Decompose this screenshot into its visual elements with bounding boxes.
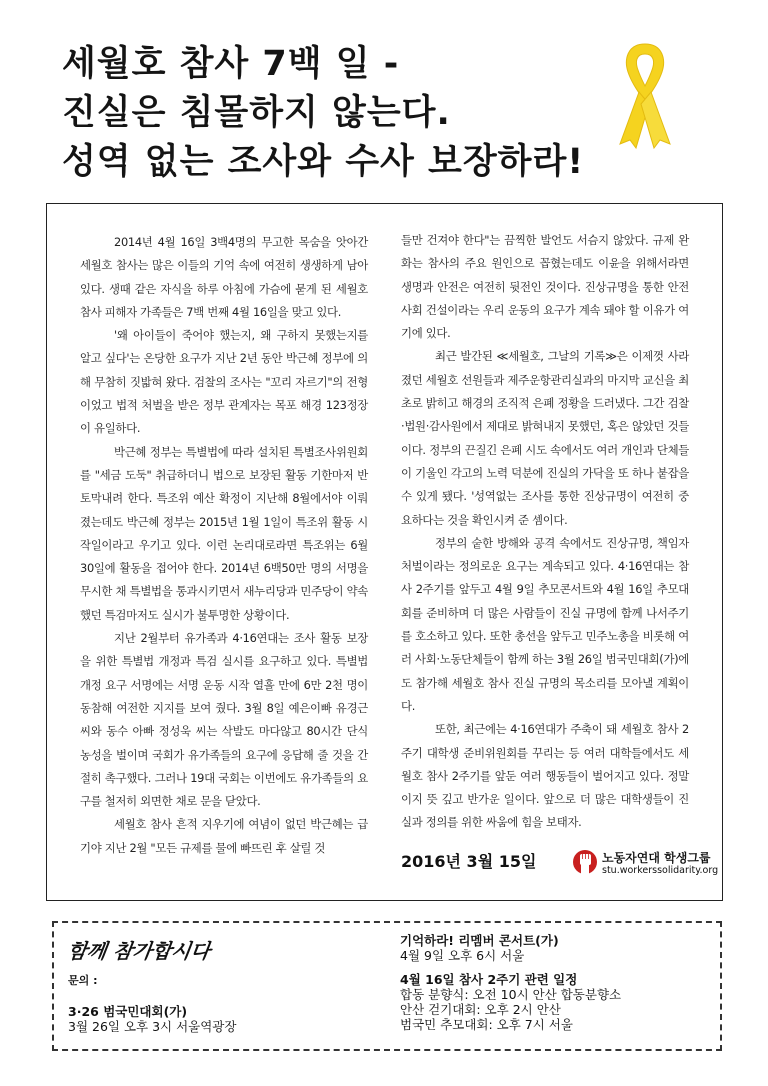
- event-title: 3·26 범국민대회(가): [68, 1004, 188, 1019]
- inquiry-label: 문의 :: [68, 974, 98, 987]
- article-paragraph: 2014년 4월 16일 3백4명의 무고한 목숨을 앗아간 세월호 참사는 많은 이들의 기억 속에 여전히 생생하게 남아있다. 생때 같은 자식을 하루 아침에 가슴에 묻게 된 세월호 참사 피해자 가족들은 7백 번째 4월 16일을 맞고 있다.: [80, 235, 368, 319]
- raised-fist-icon: [572, 849, 598, 879]
- article-paragraph: 세월호 참사 흔적 지우기에 여념이 없던 박근혜는 급기야 지난 2월 "모든 규제를 물에 빠뜨린 후 살릴 것: [80, 817, 368, 855]
- yellow-ribbon-icon: [612, 38, 678, 150]
- article-paragraph: 지난 2월부터 유가족과 4·16연대는 조사 활동 보장을 위한 특별법 개정과 특검 실시를 요구하고 있다. 특별법 개정 요구 서명에는 서명 운동 시작 열흘 만에 6만 2천 명이 동참해 여전한 지지를 보여 줬다. 3월 8일 예은이빠 유경근 씨와 동수 아빠 정성욱 씨는 삭발도 마다않고 80시간 단식 농성을 벌이며 국회가 유가족들의 요구에 응답해 줄 것을 간절히 촉구했다. 그러나 19대 국회는 이번에도 유가족들의 요구를 철저히 외면한 채로 문을 닫았다.: [80, 631, 368, 809]
- article-left-column: [80, 231, 368, 860]
- article-paragraph: 들만 건져야 한다"는 끔찍한 발언도 서슴지 않았다. 규제 완화는 참사의 주요 원인으로 꼽혔는데도 이윤을 위해서라면 생명과 안전은 여전히 뒷전인 것이다. 진상규명을 통한 안전사회 건설이라는 우리 운동의 요구가 계속 돼야 할 이유가 여기에 있다.: [401, 233, 689, 341]
- event-title: 4월 16일 참사 2주기 관련 일정: [400, 972, 578, 987]
- page-title: [62, 40, 622, 187]
- org-url: stu.workerssolidarity.org: [602, 865, 719, 876]
- article-date: 2016년 3월 15일: [401, 852, 537, 871]
- article-paragraph: 최근 발간된 ≪세월호, 그날의 기록≫은 이제껏 사라졌던 세월호 선원들과 제주운항관리실과의 마지막 교신을 최초로 밝히고 해경의 조직적 은폐 정황을 드러냈다. 그간 검찰·법원·감사원에서 제대로 밝혀내지 못했던, 혹은 않았던 것들이다. 정부의 끈질긴 은폐 시도 속에서도 여러 개인과 단체들이 기울인 각고의 노력 덕분에 진실의 가닥을 또 하나 붙잡을 수 있게 됐다. '성역없는 조사를 통한 진상규명이 여전히 중요하다는 것을 확인시켜 준 셈이다.: [401, 349, 689, 527]
- title-line-3: 성역 없는 조사와 수사 보장하라!: [62, 142, 585, 182]
- title-line-2: 진실은 침몰하지 않는다.: [62, 93, 451, 133]
- article-right-column: [401, 229, 689, 835]
- article-box: [46, 203, 723, 901]
- event-detail: 3월 26일 오후 3시 서울역광장: [68, 1019, 237, 1034]
- event-detail: 안산 걷기대회: 오후 2시 안산: [400, 1002, 561, 1017]
- join-heading: 함께 참가합시다: [66, 939, 212, 963]
- events-right: [400, 933, 710, 1032]
- article-paragraph: 또한, 최근에는 4·16연대가 주축이 돼 세월호 참사 2주기 대학생 준비위원회를 꾸리는 등 여러 대학들에서도 세월호 참사 2주기를 앞둔 여러 행동들이 벌어지고 있다. 정말이지 뜻 깊고 반가운 일이다. 앞으로 더 많은 대학생들이 진실과 정의를 위한 싸움에 힘을 보태자.: [401, 722, 689, 830]
- event-detail: 4월 9일 오후 6시 서울: [400, 948, 525, 963]
- event-detail: 범국민 추모대회: 오후 7시 서울: [400, 1017, 573, 1032]
- title-line-1: 세월호 참사 7백 일 -: [62, 44, 400, 84]
- event-detail: 합동 분향식: 오전 10시 안산 합동분향소: [400, 987, 622, 1002]
- org-name: 노동자연대 학생그룹: [602, 851, 711, 865]
- events-left: [68, 935, 378, 1034]
- events-box: [52, 921, 722, 1051]
- article-paragraph: '왜 아이들이 죽어야 했는지, 왜 구하지 못했는지를 알고 싶다'는 온당한 요구가 지난 2년 동안 박근혜 정부에 의해 무참히 짓밟혀 왔다. 검찰의 조사는 "꼬리 자르기"의 전형이었고 법적 처벌을 받은 정부 관계자는 목포 해경 123정장이 유일하다.: [80, 328, 368, 436]
- article-paragraph: 정부의 숱한 방해와 공격 속에서도 진상규명, 책임자 처벌이라는 정의로운 요구는 계속되고 있다. 4·16연대는 참사 2주기를 앞두고 4월 9일 추모콘서트와 4월 16일 추모대회를 준비하며 더 많은 사람들이 진실 규명에 함께 나서주기를 호소하고 있다. 또한 총선을 앞두고 민주노총을 비롯해 여러 사회·노동단체들이 함께 하는 3월 26일 범국민대회(가)에도 참가해 세월호 참사 진실 규명의 목소리를 모아낼 계획이다.: [401, 535, 689, 713]
- event-title: 기억하라! 리멤버 콘서트(가): [400, 933, 559, 948]
- article-paragraph: 박근혜 정부는 특별법에 따라 설치된 특별조사위원회를 "세금 도둑" 취급하더니 법으로 보장된 활동 기한마저 반토막내려 한다. 특조위 예산 확정이 지난해 8월에서야 이뤄졌는데도 박근혜 정부는 2015년 1월 1일이 특조위 활동 시작일이라고 우기고 있다. 이런 논리대로라면 특조위는 6월 30일에 활동을 접어야 한다. 2014년 6백50만 명의 서명을 무시한 채 특별법을 통과시키면서 새누리당과 민주당이 약속했던 특검마저도 실시가 불투명한 상황이다.: [80, 444, 368, 622]
